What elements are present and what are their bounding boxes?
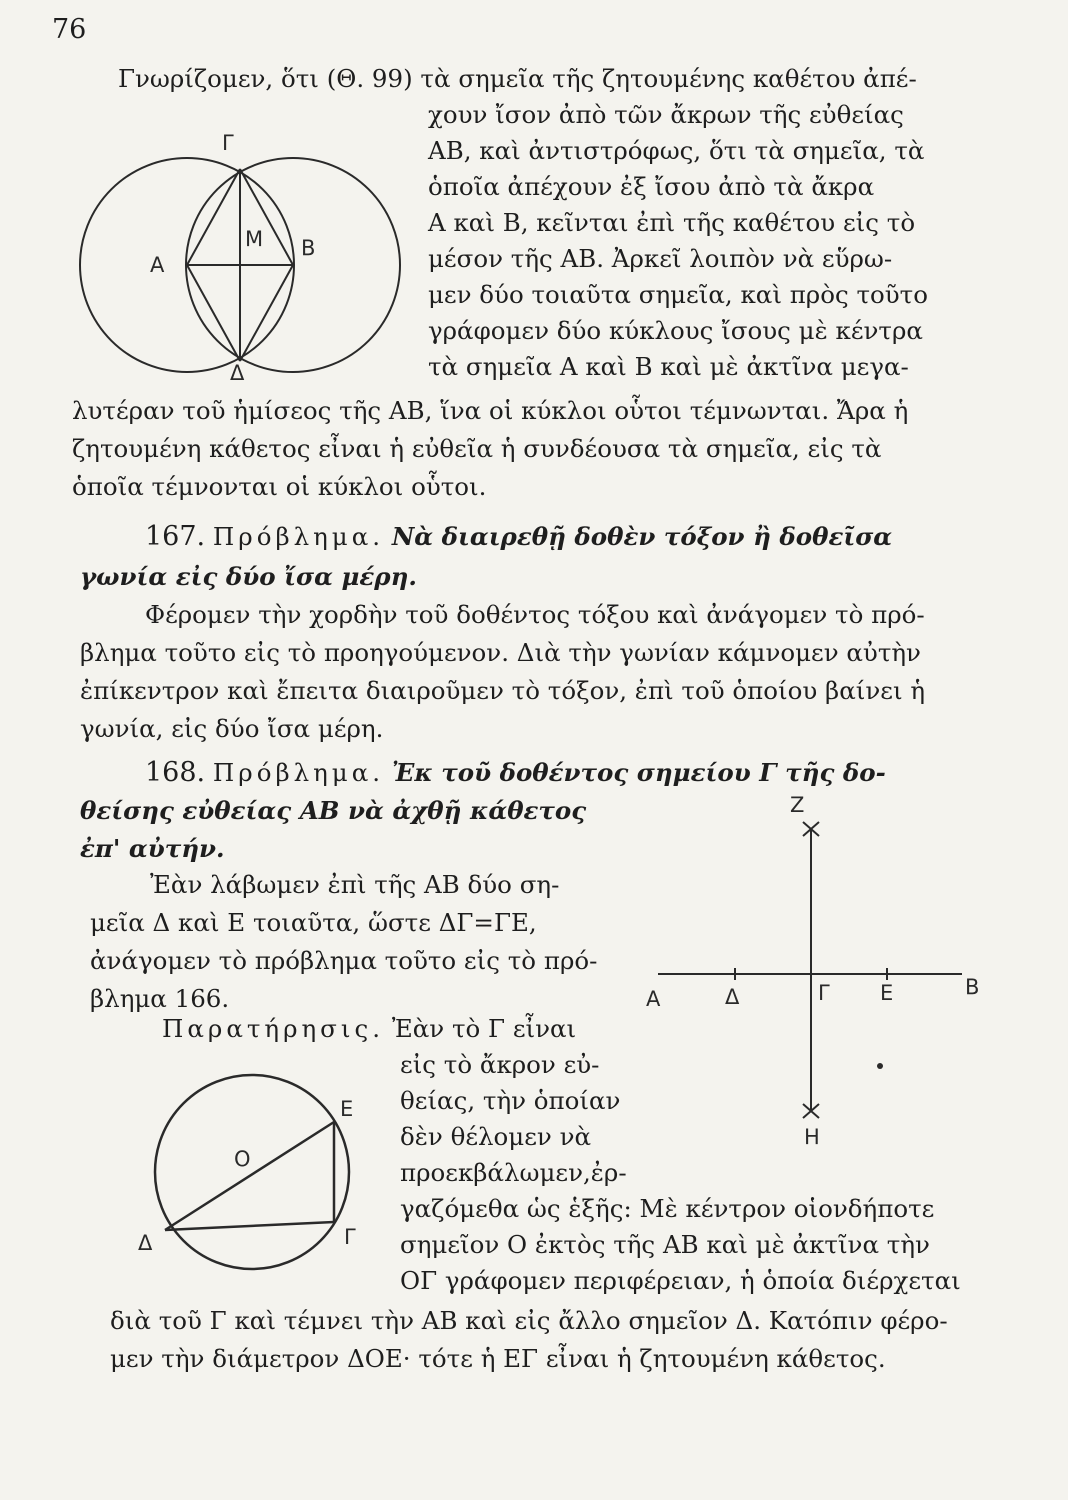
remark-label: Παρατήρησις. bbox=[162, 1014, 385, 1043]
fig2-label-gamma: Γ bbox=[818, 981, 830, 1005]
segment-a-gamma bbox=[187, 169, 240, 265]
para1-line: χουν ἴσον ἀπὸ τῶν ἄκρων τῆς εὐθείας bbox=[428, 100, 904, 129]
fig1-label-gamma: Γ bbox=[222, 131, 234, 155]
remark-line: Ἐὰν τὸ Γ εἶναι bbox=[391, 1014, 577, 1043]
problem-168-line: ἀνάγομεν τὸ πρόβλημα τοῦτο εἰς τὸ πρό- bbox=[90, 946, 598, 975]
para1-line: μεν δύο τοιαῦτα σημεῖα, καὶ πρὸς τοῦτο bbox=[428, 280, 928, 309]
fig2-label-a: Α bbox=[646, 987, 661, 1011]
remark-line: διὰ τοῦ Γ καὶ τέμνει τὴν ΑΒ καὶ εἰς ἄλλο σημεῖον Δ. Κατόπιν φέρο- bbox=[110, 1306, 948, 1335]
para1-line: ὁποῖα τέμνονται οἱ κύκλοι οὗτοι. bbox=[72, 472, 487, 501]
fig2-label-e: Ε bbox=[880, 981, 894, 1005]
remark-line: προεκβάλωμεν,ἐρ- bbox=[400, 1158, 627, 1187]
problem-167-label: Πρόβλημα. bbox=[212, 522, 385, 551]
problem-167-line: ἐπίκεντρον καὶ ἔπειτα διαιροῦμεν τὸ τόξον, ἐπὶ τοῦ ὁποίου βαίνει ἡ bbox=[80, 676, 926, 705]
fig2-label-h: Η bbox=[804, 1125, 820, 1149]
problem-168-line: βλημα 166. bbox=[90, 984, 230, 1013]
fig1-label-delta: Δ bbox=[230, 361, 245, 385]
para1-line: μέσον τῆς ΑΒ. Ἀρκεῖ λοιπὸν νὰ εὕρω- bbox=[428, 244, 893, 273]
problem-167-line: Φέρομεν τὴν χορδὴν τοῦ δοθέντος τόξου καὶ ἀνάγομεν τὸ πρό- bbox=[145, 600, 925, 629]
segment-delta-b bbox=[240, 265, 293, 361]
para1-line: Γνωρίζομεν, ὅτι (Θ. 99) τὰ σημεῖα τῆς ζητουμένης καθέτου ἀπέ- bbox=[118, 64, 917, 93]
fig1-label-b: Β bbox=[301, 236, 316, 260]
para1-line: ΑΒ, καὶ ἀντιστρόφως, ὅτι τὰ σημεῖα, τὰ bbox=[428, 136, 925, 165]
diameter-delta-e bbox=[165, 1122, 334, 1230]
remark-line: μεν τὴν διάμετρον ΔΟΕ· τότε ἡ ΕΓ εἶναι ἡ ζητουμένη κάθετος. bbox=[110, 1344, 886, 1373]
para1-line: τὰ σημεῖα Α καὶ Β καὶ μὲ ἀκτῖνα μεγα- bbox=[428, 352, 909, 381]
fig2-label-b: Β bbox=[965, 975, 980, 999]
remark-line: δὲν θέλομεν νὰ bbox=[400, 1122, 592, 1151]
remark-line: εἰς τὸ ἄκρον εὐ- bbox=[400, 1050, 600, 1079]
para1-line: Α καὶ Β, κεῖνται ἐπὶ τῆς καθέτου εἰς τὸ bbox=[428, 208, 916, 237]
stray-dot bbox=[877, 1063, 883, 1069]
page-number: 76 bbox=[52, 14, 87, 45]
para1-line: ὁποῖα ἀπέχουν ἐξ ἴσου ἀπὸ τὰ ἄκρα bbox=[428, 172, 875, 201]
problem-168-title-cont: ἐπ' αὐτήν. bbox=[80, 834, 225, 863]
problem-168-label: Πρόβλημα. bbox=[212, 758, 385, 787]
fig3-label-e: Ε bbox=[340, 1097, 354, 1121]
remark-line: γαζόμεθα ὡς ἑξῆς: Μὲ κέντρον οἱονδήποτε bbox=[400, 1194, 935, 1223]
fig2-label-delta: Δ bbox=[725, 985, 740, 1009]
figure-two-circles bbox=[70, 128, 410, 388]
problem-167-line: βλημα τοῦτο εἰς τὸ προηγούμενον. Διὰ τὴν γωνίαν κάμνομεν αὐτὴν bbox=[80, 638, 921, 667]
figure-circle-diameter bbox=[130, 1060, 390, 1280]
problem-168-line: μεῖα Δ καὶ Ε τοιαῦτα, ὥστε ΔΓ=ΓΕ, bbox=[90, 908, 537, 937]
figure-perpendicular bbox=[640, 780, 990, 1150]
problem-167-heading bbox=[145, 522, 892, 552]
para1-line: λυτέραν τοῦ ἡμίσεος τῆς ΑΒ, ἵνα οἱ κύκλοι οὗτοι τέμνωνται. Ἄρα ἡ bbox=[72, 396, 909, 425]
remark-line: σημεῖον Ο ἐκτὸς τῆς ΑΒ καὶ μὲ ἀκτῖνα τὴν bbox=[400, 1230, 930, 1259]
segment-delta-gamma bbox=[165, 1222, 334, 1230]
para1-line: γράφομεν δύο κύκλους ἴσους μὲ κέντρα bbox=[428, 316, 923, 345]
problem-168-line: Ἐὰν λάβωμεν ἐπὶ τῆς ΑΒ δύο ση- bbox=[150, 870, 560, 899]
problem-167-title: Νὰ διαιρεθῇ δοθὲν τόξον ἢ δοθεῖσα bbox=[391, 522, 893, 551]
fig1-label-m: Μ bbox=[245, 227, 264, 251]
fig3-label-o: Ο bbox=[234, 1147, 251, 1171]
problem-168-number: 168. bbox=[145, 757, 206, 788]
fig1-label-a: Α bbox=[150, 253, 165, 277]
remark-heading bbox=[162, 1014, 576, 1044]
problem-168-title: Ἐκ τοῦ δοθέντος σημείου Γ τῆς δο- bbox=[391, 758, 886, 787]
fig2-label-z: Z bbox=[790, 793, 805, 817]
para1-line: ζητουμένη κάθετος εἶναι ἡ εὐθεῖα ἡ συνδέουσα τὰ σημεῖα, εἰς τὰ bbox=[72, 434, 882, 463]
problem-168-title-cont: θείσης εὐθείας ΑΒ νὰ ἀχθῇ κάθετος bbox=[80, 796, 587, 825]
fig3-label-gamma: Γ bbox=[344, 1225, 356, 1249]
problem-167-title-cont: γωνία εἰς δύο ἴσα μέρη. bbox=[80, 562, 417, 591]
remark-line: ΟΓ γράφομεν περιφέρειαν, ἡ ὁποία διέρχεται bbox=[400, 1266, 961, 1295]
problem-167-number: 167. bbox=[145, 521, 206, 552]
problem-167-line: γωνία, εἰς δύο ἴσα μέρη. bbox=[80, 714, 384, 743]
segment-a-delta bbox=[187, 265, 240, 361]
fig3-label-delta: Δ bbox=[138, 1231, 153, 1255]
circle-center-o bbox=[155, 1075, 349, 1269]
remark-line: θείας, τὴν ὁποίαν bbox=[400, 1086, 621, 1115]
